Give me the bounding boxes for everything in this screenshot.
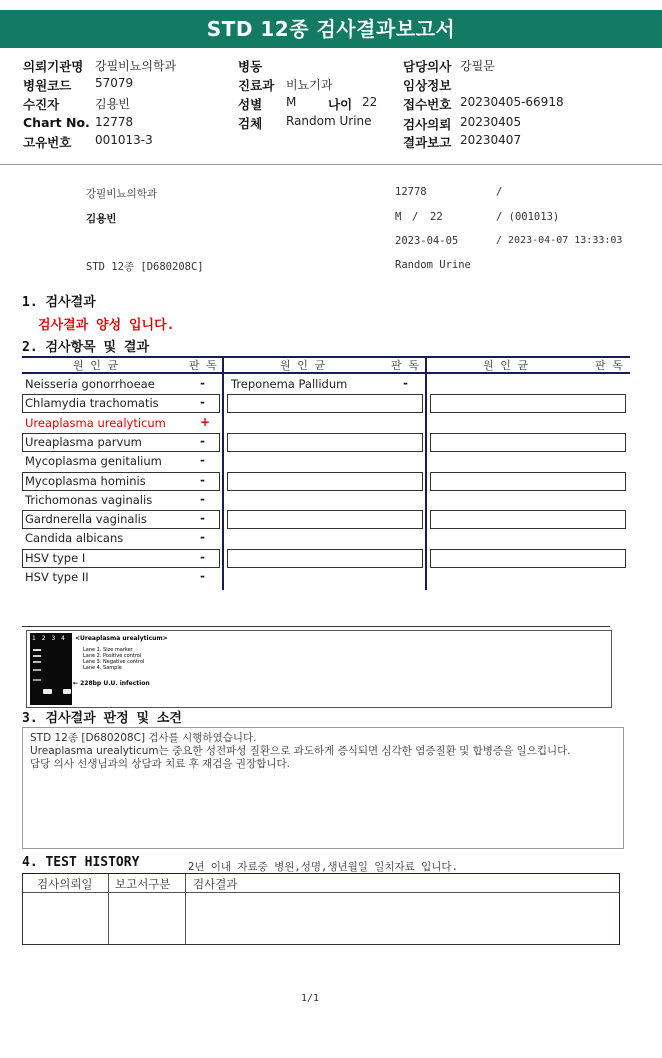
empty-cell [227, 433, 423, 452]
header-value: 강필비뇨의학과 [95, 59, 177, 73]
germ-name: HSV type I [25, 550, 86, 565]
germ-result: - [200, 511, 205, 526]
history-note: 2년 이내 자료중 병원,성명,생년월일 일치자료 입니다. [188, 861, 458, 873]
gel-legend [83, 647, 144, 671]
report-title: STD 12종 검사결과보고서 [0, 10, 662, 48]
germ-name: Ureaplasma parvum [25, 434, 142, 449]
summary-datetime: / 2023-04-07 13:33:03 [496, 235, 623, 246]
gel-arrow-label: ← 228bp U.U. infection [73, 680, 150, 687]
gel-legend-item: Lane 2. Positive control [83, 653, 142, 659]
header-result-3: 판 독 [595, 359, 623, 372]
section-4-title: 4. TEST HISTORY [22, 855, 140, 870]
header-label: 검사의뢰 [403, 117, 452, 132]
header-value: 비뇨기과 [286, 78, 333, 92]
header-label: 검체 [238, 116, 263, 131]
summary-age: 22 [430, 211, 443, 223]
gel-legend-item: Lane 4. Sample [83, 665, 122, 671]
opinion-panel [22, 727, 624, 849]
summary-sex: M [395, 211, 402, 223]
col-divider-1 [222, 356, 224, 590]
empty-cell [227, 394, 423, 413]
section-2-title: 2. 검사항목 및 결과 [22, 340, 150, 355]
header-value: 57079 [95, 76, 134, 90]
gel-panel [26, 630, 612, 708]
opinion-line: 담당 의사 선생님과의 상담과 치료 후 재검을 권장합니다. [30, 758, 290, 770]
summary-chart: 12778 [395, 186, 427, 198]
germ-name: HSV type II [25, 570, 89, 584]
germ-result: - [200, 491, 205, 506]
summary-specimen: Random Urine [395, 259, 471, 271]
germ-result: - [200, 433, 205, 448]
summary-slash: / [496, 186, 503, 198]
summary-date: 2023-04-05 [395, 235, 459, 247]
header-label: 임상정보 [403, 78, 452, 93]
germ-result: - [200, 549, 205, 564]
germ-name: Neisseria gonorrhoeae [25, 377, 155, 391]
empty-cell [227, 549, 423, 568]
header-label: 성별 [238, 97, 263, 112]
gel-legend-item: Lane 3. Negative control [83, 659, 145, 665]
empty-cell [227, 472, 423, 491]
gel-top-rule [22, 626, 610, 627]
opinion-line: Ureaplasma urealyticum는 중요한 성전파성 질환으로 과도하게 증식되면 심각한 염증질환 및 합병증을 일으킵니다. [30, 745, 571, 757]
header-label: 고유번호 [23, 135, 72, 150]
header-value: 20230407 [460, 133, 522, 147]
header-value: 20230405-66918 [460, 95, 564, 109]
germ-result: - [200, 472, 205, 487]
age-value: 22 [362, 95, 378, 109]
header-label: Chart No. [23, 115, 90, 130]
history-col-date: 검사의뢰일 [37, 877, 93, 891]
germ-result: + [200, 414, 211, 429]
header-value: 김용빈 [95, 97, 130, 111]
header-label: 담당의사 [403, 59, 452, 74]
history-table [22, 873, 620, 945]
opinion-text [30, 732, 571, 771]
header-result-1: 판 독 [189, 359, 217, 372]
age-label: 나이 [328, 97, 353, 112]
opinion-line: STD 12종 [D680208C] 검사를 시행하였습니다. [30, 732, 257, 744]
gel-lane-numbers: 1 2 3 4 [32, 635, 67, 642]
col-divider-2 [425, 356, 427, 590]
germ-name: Treponema Pallidum [231, 377, 348, 391]
summary-id: / (001013) [496, 211, 560, 223]
germ-name: Mycoplasma hominis [25, 473, 146, 488]
header-value: 12778 [95, 115, 134, 129]
header-label: 병동 [238, 59, 263, 74]
summary-test: STD 12종 [D680208C] [86, 261, 204, 273]
germ-result: - [403, 376, 408, 390]
header-label: 진료과 [238, 78, 275, 93]
history-col-type: 보고서구분 [115, 877, 171, 891]
header-germ-1: 원 인 균 [73, 359, 119, 372]
gel-legend-item: Lane 1. Size marker [83, 647, 133, 653]
germ-name: Ureaplasma urealyticum [25, 415, 166, 430]
germ-name: Gardnerella vaginalis [25, 512, 147, 527]
germ-name: Mycoplasma genitalium [25, 454, 162, 469]
summary-slash-2: / [412, 211, 419, 223]
germ-name: Trichomonas vaginalis [25, 492, 153, 507]
germ-name: Candida albicans [25, 531, 124, 546]
gel-image [30, 633, 72, 705]
section-3-title: 3. 검사결과 판정 및 소견 [22, 711, 182, 726]
page-number: 1/1 [301, 993, 320, 1004]
header-label: 의뢰기관명 [23, 59, 84, 74]
empty-cell [227, 510, 423, 529]
gel-title: <Ureaplasma urealyticum> [75, 635, 168, 642]
empty-cell [430, 394, 626, 413]
positive-message: 검사결과 양성 입니다. [38, 318, 175, 333]
header-divider [0, 164, 662, 165]
germ-result: - [200, 453, 205, 468]
header-result-2: 판 독 [391, 359, 419, 372]
header-label: 수진자 [23, 97, 60, 112]
germ-result: - [200, 376, 205, 390]
history-header-row [23, 874, 619, 893]
header-label: 접수번호 [403, 97, 452, 112]
empty-cell [430, 549, 626, 568]
header-germ-3: 원 인 균 [483, 359, 529, 372]
header-germ-2: 원 인 균 [280, 359, 326, 372]
empty-cell [430, 510, 626, 529]
header-label: 결과보고 [403, 135, 452, 150]
empty-cell [430, 472, 626, 491]
germ-name: Chlamydia trachomatis [25, 396, 159, 411]
header-value: M [286, 95, 297, 109]
header-value: Random Urine [286, 114, 372, 128]
germ-result: - [200, 395, 205, 410]
header-value: 001013-3 [95, 133, 153, 147]
section-1-title: 1. 검사결과 [22, 295, 96, 310]
germ-result: - [200, 569, 205, 583]
history-col-result: 검사결과 [193, 877, 238, 891]
summary-patient: 김용빈 [86, 213, 117, 225]
header-value: 강필문 [460, 59, 495, 73]
header-value: 20230405 [460, 115, 522, 129]
summary-clinic: 강필비뇨의학과 [86, 188, 158, 200]
empty-cell [430, 433, 626, 452]
germ-result: - [200, 530, 205, 545]
header-label: 병원코드 [23, 78, 72, 93]
